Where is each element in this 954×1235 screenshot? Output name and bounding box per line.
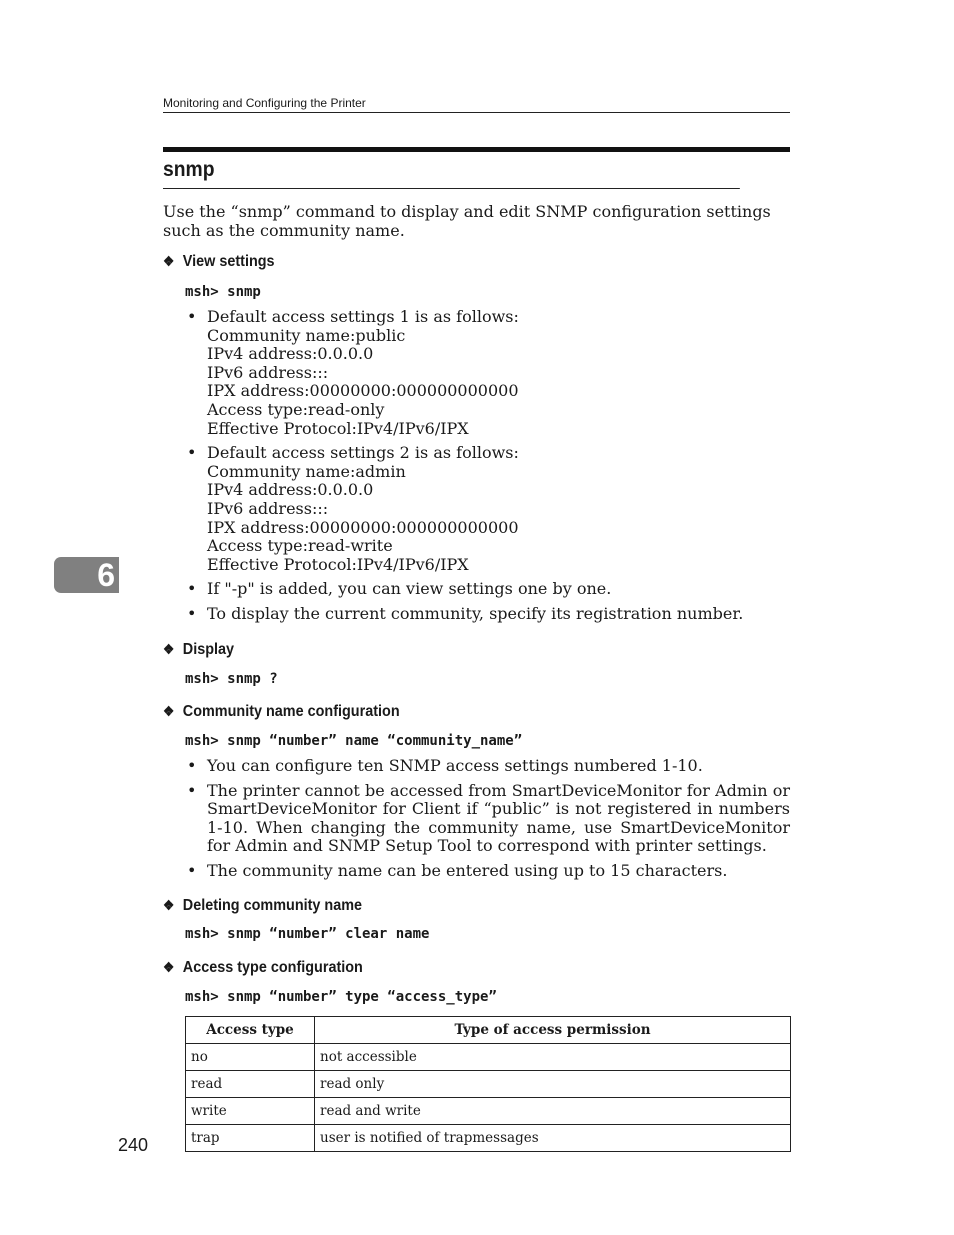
table-row xyxy=(186,1044,791,1071)
list-item-line: Community name:public xyxy=(207,325,406,345)
list-item xyxy=(185,580,790,599)
list-item-line: IPv6 address::: xyxy=(207,362,329,382)
table-cell: read only xyxy=(315,1071,791,1098)
heading-text: Deleting community name xyxy=(182,897,363,914)
table-cell: user is notified of trapmessages xyxy=(315,1125,791,1152)
list-item xyxy=(185,605,790,624)
table-cell: write xyxy=(186,1098,315,1125)
diamond-bullet-icon: ❖ xyxy=(163,253,175,269)
list-item-line: IPX address:00000000:000000000000 xyxy=(207,381,519,401)
list-item: • The printer cannot be accessed from SmartDeviceMonitor for Admin or SmartDeviceMonitor for Client if “public” is not registered in numbers 1-10. When changing the community name, use SmartDeviceMonitor for Admin and SNMP Setup Tool to correspond with printer settings. xyxy=(185,782,790,856)
section-title: snmp xyxy=(163,158,740,189)
heading-text: View settings xyxy=(182,253,275,270)
command-access-type-config: msh> snmp “number” type “access_type” xyxy=(185,989,497,1005)
diamond-bullet-icon: ❖ xyxy=(163,897,175,913)
list-item-line: Access type:read-write xyxy=(207,536,393,556)
list-item-line: IPv4 address:0.0.0.0 xyxy=(207,480,374,500)
heading-display xyxy=(163,641,234,659)
heading-text: Community name configuration xyxy=(182,703,400,720)
list-item: • The community name can be entered using up to 15 characters. xyxy=(185,862,790,881)
command-display: msh> snmp ? xyxy=(185,671,278,687)
list-item-line: Access type:read-only xyxy=(207,399,385,419)
list-item: • You can configure ten SNMP access settings numbered 1-10. xyxy=(185,757,790,776)
command-delete-community: msh> snmp “number” clear name xyxy=(185,926,430,942)
list-item-line: • If "-p" is added, you can view settings one by one. xyxy=(207,579,612,599)
list-item-line: • Default access settings 2 is as follows: xyxy=(207,443,519,463)
list-item-line: • Default access settings 1 is as follows: xyxy=(207,307,519,326)
heading-text: Access type configuration xyxy=(182,959,363,976)
table-cell: trap xyxy=(186,1125,315,1152)
heading-community-config xyxy=(163,703,400,721)
access-type-table xyxy=(185,1016,791,1152)
running-header: Monitoring and Configuring the Printer xyxy=(163,96,790,113)
view-settings-list xyxy=(185,308,790,630)
list-item-line: Effective Protocol:IPv4/IPv6/IPX xyxy=(207,554,469,574)
command-community-config: msh> snmp “number” name “community_name” xyxy=(185,733,523,749)
community-config-list xyxy=(185,757,790,887)
table-row xyxy=(186,1071,791,1098)
page-number: 240 xyxy=(118,1135,149,1155)
column-header: Access type xyxy=(186,1017,315,1044)
list-item xyxy=(185,444,790,574)
table-cell: no xyxy=(186,1044,315,1071)
diamond-bullet-icon: ❖ xyxy=(163,959,175,975)
table-header-row xyxy=(186,1017,791,1044)
diamond-bullet-icon: ❖ xyxy=(163,703,175,719)
list-item-line: Effective Protocol:IPv4/IPv6/IPX xyxy=(207,418,469,438)
column-header: Type of access permission xyxy=(315,1017,791,1044)
table-cell: not accessible xyxy=(315,1044,791,1071)
intro-paragraph: Use the “snmp” command to display and edit SNMP configuration settings such as the community name. xyxy=(163,202,771,240)
heading-delete-community xyxy=(163,897,362,915)
list-item-line: IPv6 address::: xyxy=(207,498,329,518)
command-view-settings: msh> snmp xyxy=(185,284,261,300)
table-row xyxy=(186,1125,791,1152)
table-row xyxy=(186,1098,791,1125)
heading-view-settings xyxy=(163,253,275,271)
list-item xyxy=(185,308,790,438)
heading-access-type-config xyxy=(163,959,363,977)
list-item-line: IPX address:00000000:000000000000 xyxy=(207,517,519,537)
chapter-tab xyxy=(54,557,119,593)
list-item-line: IPv4 address:0.0.0.0 xyxy=(207,344,374,364)
heading-text: Display xyxy=(182,641,235,658)
list-item-line: Community name:admin xyxy=(207,461,406,481)
section-top-rule xyxy=(163,147,790,152)
table-cell: read xyxy=(186,1071,315,1098)
table-cell: read and write xyxy=(315,1098,791,1125)
chapter-number: 6 xyxy=(97,557,115,593)
diamond-bullet-icon: ❖ xyxy=(163,641,175,657)
list-item-line: • To display the current community, specify its registration number. xyxy=(207,603,744,623)
